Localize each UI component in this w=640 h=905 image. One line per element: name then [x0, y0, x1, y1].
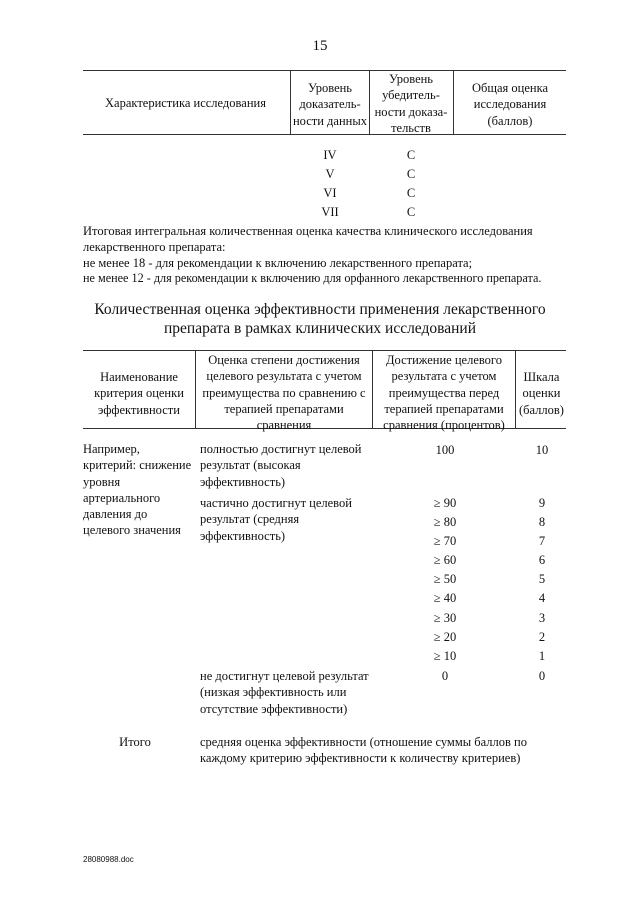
section-title-line: Количественная оценка эффективности применения лекарственного [94, 301, 546, 318]
pct-cell: 0 [441, 669, 449, 683]
header-achievement: Достижение целевого результата с учетом преимущества перед терапией препаратами сравнения (процентов) [383, 353, 505, 432]
pct-cell: ≥ 20 [433, 630, 457, 644]
pct-cell: ≥ 40 [433, 591, 457, 605]
header-assessment: Оценка степени достижения целевого результата с учетом преимущества по сравнению с терапией препаратами сравнения [202, 353, 366, 432]
score-cell: 0 [538, 669, 546, 683]
persuasion-grade-cell: C [406, 167, 416, 181]
header-scale: Шкала оценки (баллов) [519, 370, 564, 417]
level-full: полностью достигнут целевой результат (высокая эффективность) [200, 442, 362, 489]
level-none: не достигнут целевой результат (низкая эффективность или отсутствие эффективности) [200, 669, 369, 716]
persuasion-grade-cell: C [406, 148, 416, 162]
level-partial: частично достигнут целевой результат (средняя эффективность) [200, 496, 352, 543]
page-number: 15 [312, 38, 328, 54]
header-criterion: Наименование критерия оценки эффективности [94, 370, 184, 417]
score-cell: 2 [538, 630, 546, 644]
pct-cell: ≥ 50 [433, 572, 457, 586]
pct-cell: ≥ 60 [433, 553, 457, 567]
summary-line: не менее 18 - для рекомендации к включению лекарственного препарата; [83, 256, 473, 270]
score-cell: 8 [538, 515, 546, 529]
persuasion-grade-cell: C [406, 205, 416, 219]
evidence-level-cell: VII [321, 205, 339, 219]
section-title-line: препарата в рамках клинических исследований [164, 320, 476, 337]
header-persuasion-level: Уровень убедитель-ности доказа-тельств [374, 72, 448, 135]
criterion-example: Например, критерий: снижение уровня артериального давления до целевого значения [83, 442, 192, 538]
header-evidence-level: Уровень доказатель-ности данных [292, 81, 367, 128]
score-cell: 9 [538, 496, 546, 510]
table-top-border [83, 70, 566, 71]
evidence-level-cell: VI [323, 186, 337, 200]
footer-filename: 28080988.doc [83, 855, 134, 864]
pct-cell: ≥ 90 [433, 496, 457, 510]
column-divider [515, 350, 516, 428]
summary-line: лекарственного препарата: [83, 240, 226, 254]
score-cell: 10 [535, 443, 549, 457]
score-cell: 7 [538, 534, 546, 548]
table-header-border [83, 134, 566, 135]
score-cell: 3 [538, 611, 546, 625]
column-divider [195, 350, 196, 428]
header-characteristic: Характеристика исследования [105, 96, 266, 110]
persuasion-grade-cell: C [406, 186, 416, 200]
pct-cell: ≥ 80 [433, 515, 457, 529]
pct-cell: ≥ 30 [433, 611, 457, 625]
pct-cell: ≥ 70 [433, 534, 457, 548]
summary-line: не менее 12 - для рекомендации к включению для орфанного лекарственного препарата. [83, 271, 542, 285]
column-divider [372, 350, 373, 428]
evidence-level-cell: IV [323, 148, 337, 162]
pct-cell: ≥ 10 [433, 649, 457, 663]
evidence-level-cell: V [325, 167, 335, 181]
score-cell: 4 [538, 591, 546, 605]
score-cell: 6 [538, 553, 546, 567]
header-total-score: Общая оценка исследования (баллов) [471, 81, 549, 128]
column-divider [453, 70, 454, 134]
score-cell: 5 [538, 572, 546, 586]
summary-line: Итоговая интегральная количественная оценка качества клинического исследования [83, 224, 533, 238]
column-divider [290, 70, 291, 134]
total-label: Итого [119, 735, 151, 749]
score-cell: 1 [538, 649, 546, 663]
table-top-border [83, 350, 566, 351]
pct-cell: 100 [435, 443, 455, 457]
total-text: средняя оценка эффективности (отношение суммы баллов по каждому критерию эффективности к количеству критериев) [200, 735, 527, 766]
